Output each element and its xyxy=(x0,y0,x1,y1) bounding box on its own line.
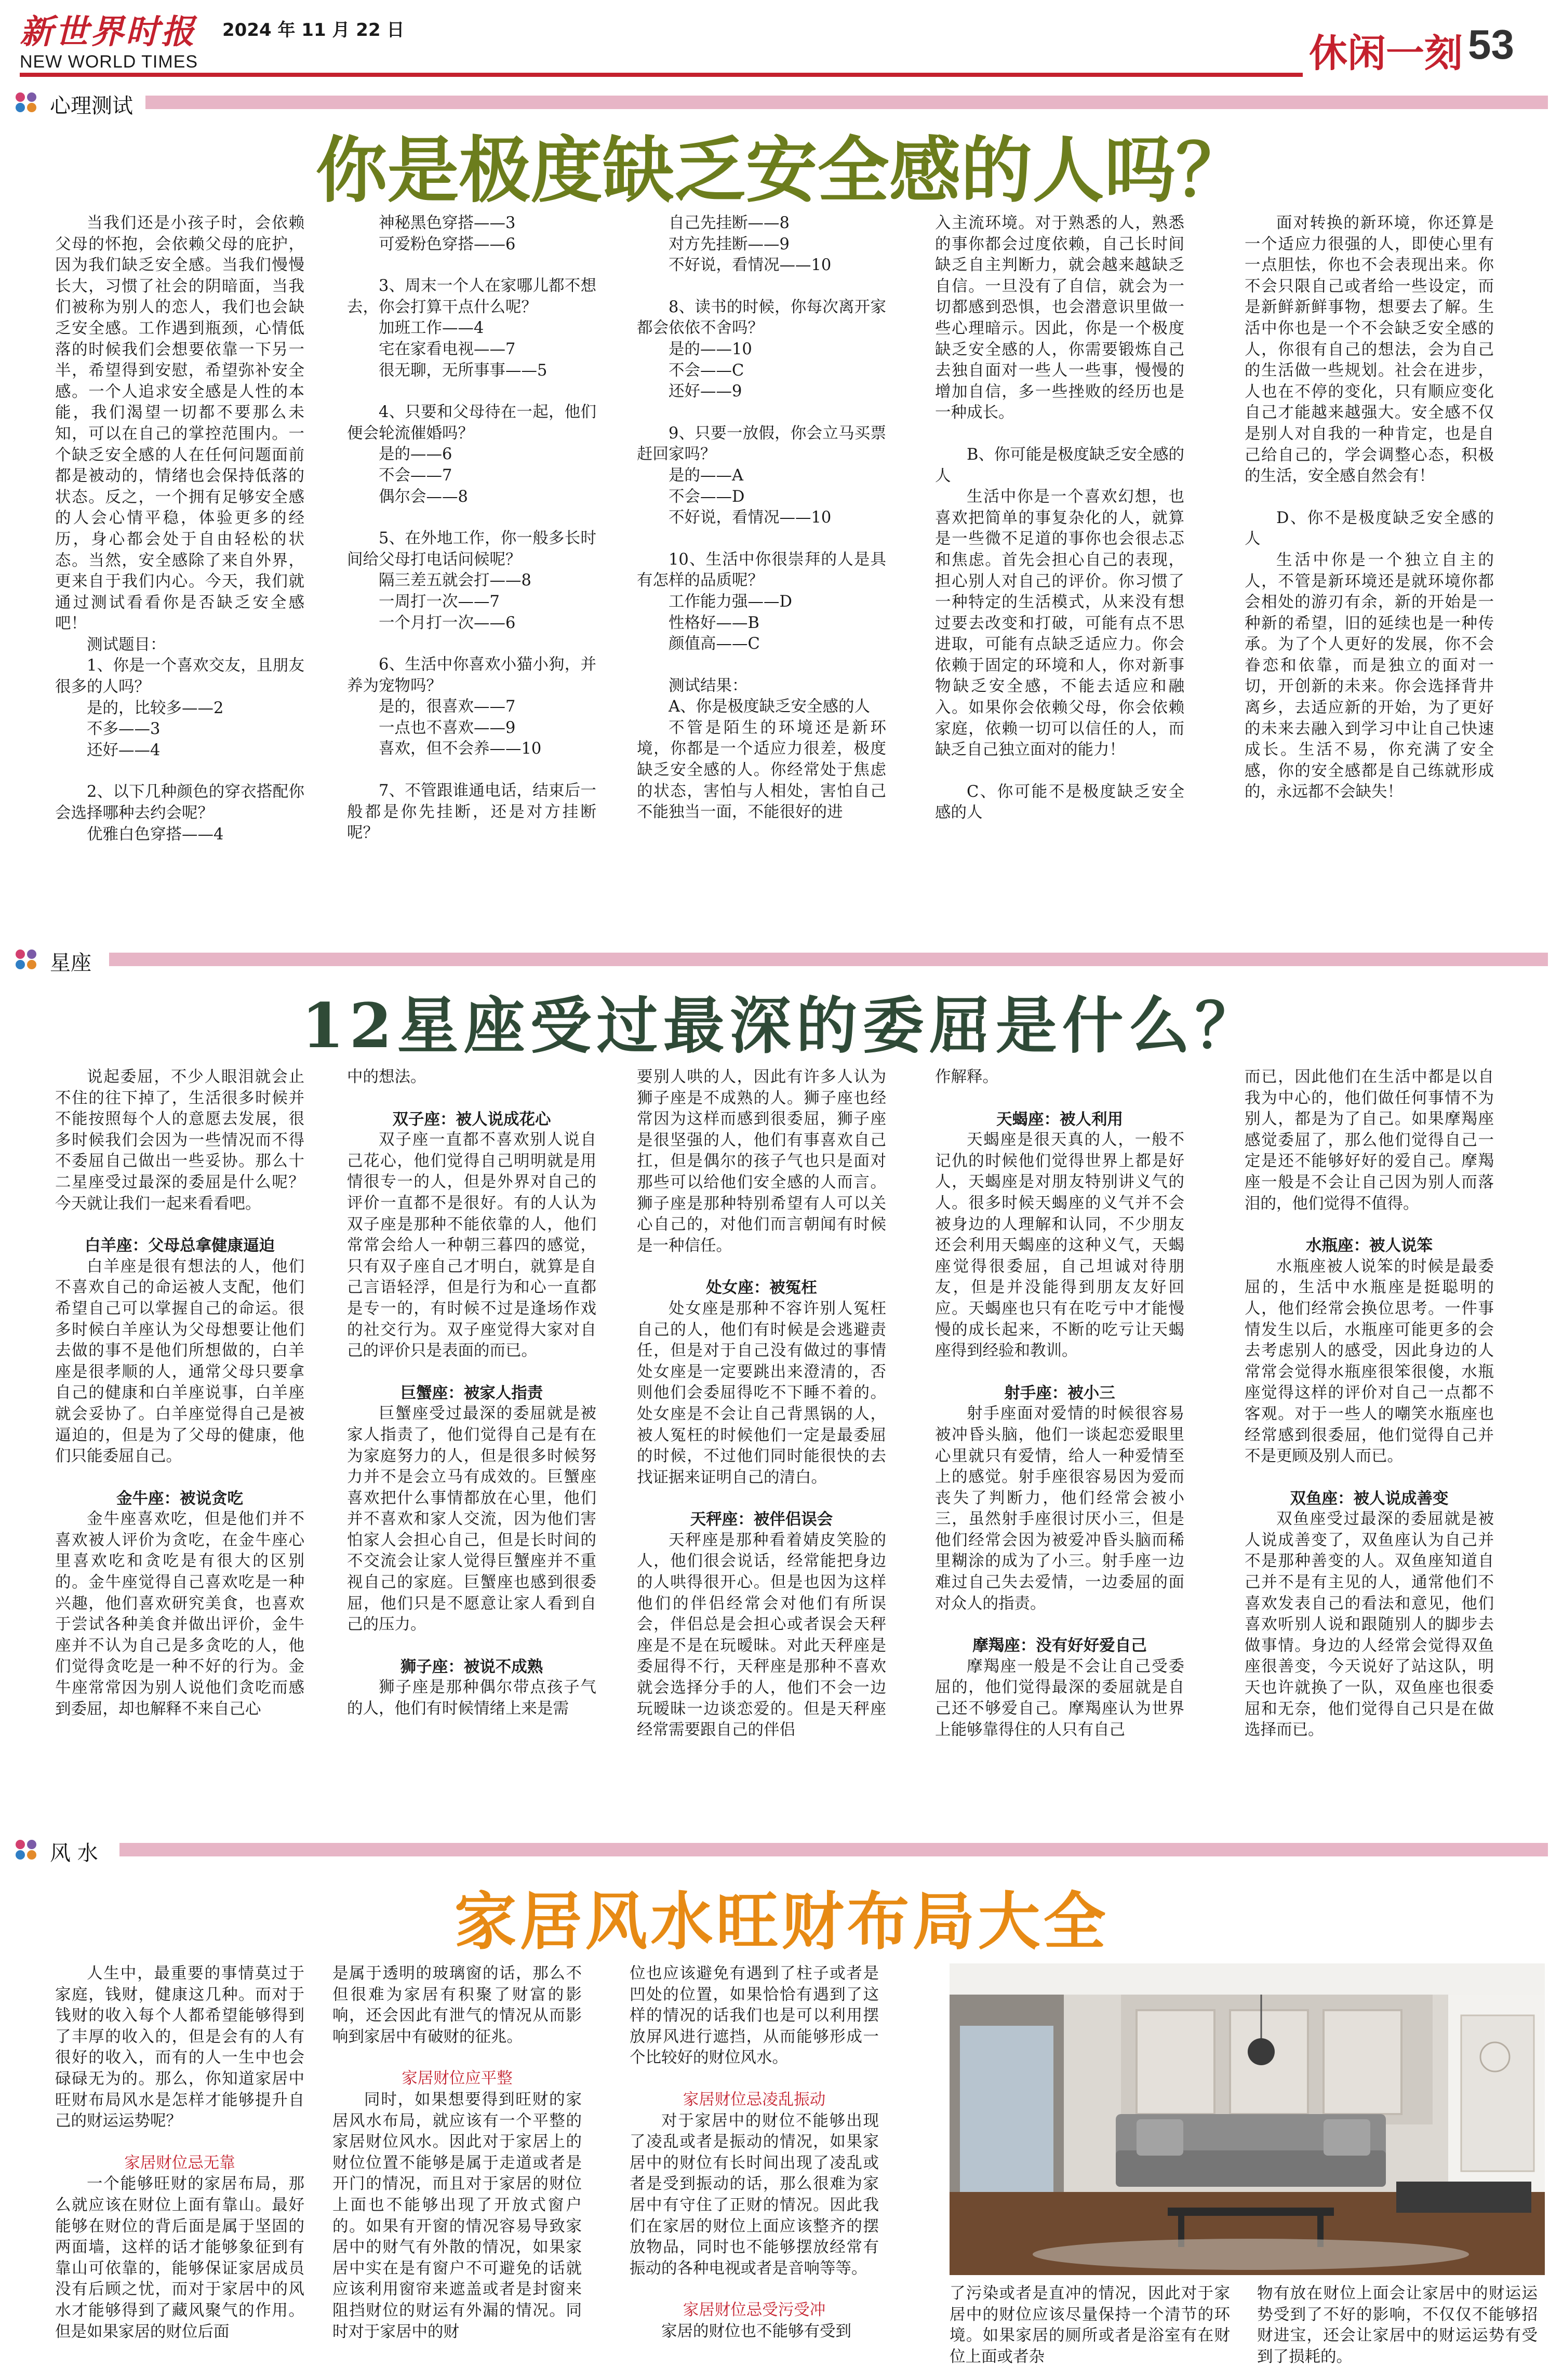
article1-column-3: 自己先挂断——8 对方先挂断——9 不好说，看情况——10 8、读书的时候，你每次离开家都会依依不舍吗？ 是的——10 不会——C 还好——9 9、只要一放假，你会立马买票赶回家吗？ 是的——A 不会——D 不好说，看情况——10 10、生活中你很崇拜的人是具有怎样的品质呢？ 工作能力强——D 性格好——B 颜值高——C 测试结果： A、你是极度缺乏安全感的人 不管是陌生的环境还是新环境，你都是一个适应力很差，极度缺乏安全感的人。你经常处于焦虑的状态，害怕与人相处，害怕自己不能独当一面，不能很好的进 xyxy=(637,214,886,822)
article2-column-1: 说起委屈，不少人眼泪就会止不住的往下掉了，生活很多时候并不能按照每个人的意愿去发展，很多时候我们会因为一些情况而不得不委屈自己做出一些妥协。那么十二星座受过最深的委屈是什么呢？今天就让我们一起来看看吧。 白羊座：父母总拿健康逼迫 白羊座是很有想法的人，他们不喜欢自己的命运被人支配，他们希望自己可以掌握自己的命运。很多时候白羊座认为父母想要让他们去做的事不是他们所想做的，白羊座是很孝顺的人，通常父母只要拿自己的健康和白羊座说事，白羊座就会妥协了。白羊座觉得自己是被逼迫的，但是为了父母的健康，他们只能委屈自己。 金牛座：被说贪吃 金牛座喜欢吃，但是他们并不喜欢被人评价为贪吃，在金牛座心里喜欢吃和贪吃是有很大的区别的。金牛座觉得自己喜欢吃是一种兴趣，他们喜欢研究美食，也喜欢于尝试各种美食并做出评价，金牛座并不认为自己是多贪吃的人，他们觉得贪吃是一种不好的行为。金牛座常常因为别人说他们贪吃而感到委屈，却也解释不来自己心 xyxy=(55,1068,304,1718)
issue-date: 2024 年 11 月 22 日 xyxy=(222,20,405,41)
living-room-photo xyxy=(950,1963,1545,2275)
section-bar-horoscope xyxy=(16,944,1548,973)
section-label: 心理测试 xyxy=(50,89,140,119)
section-label: 星座 xyxy=(50,946,99,976)
section-divider xyxy=(109,953,1548,966)
article1-column-5: 面对转换的新环境，你还算是一个适应力很强的人，即使心里有一点胆怯，你也不会表现出来。你不会只限自己或者给一些设定，而是新鲜新鲜事物，想要去了解。生活中你也是一个不会缺乏安全感的人，你很有自己的想法，会为自己的生活做一些规划。社会在进步，人也在不停的变化，只有顺应变化自己才能越来越强大。安全感不仅是别人对自我的一种肯定，也是自己给自己的，学会调整心态，积极的生活，安全感自然会有！ D、你不是极度缺乏安全感的人 生活中你是一个独立自主的人，不管是新环境还是就环境你都会相处的游刃有余，新的开始是一种新的希望，旧的延续也是一种传承。为了个人更好的发展，你不会眷恋和依靠，而是独立的面对一切，开创新的未来。你会选择背井离乡，去适应新的开始，为了更好的未来去融入到学习中让自己快速成长。生活不易，你充满了安全感，你的安全感都是自己练就形成的，永远都不会缺失！ xyxy=(1245,214,1494,801)
article1-column-1: 当我们还是小孩子时，会依赖父母的怀抱，会依赖父母的庇护，因为我们缺乏安全感。当我们慢慢长大，习惯了社会的阴暗面，当我们被称为别人的恋人，我们也会缺乏安全感。工作遇到瓶颈，心情低落的时候我们会想要依靠一下另一半，希望得到安慰，希望弥补安全感。一个人追求安全感是人性的本能，我们渴望一切都不要那么未知，可以在自己的掌控范围内。一个缺乏安全感的人在任何问题面前都是被动的，情绪也会保持低落的状态。反之，一个拥有足够安全感的人会心情平稳，体验更多的经历，身心都会处于自由轻松的状态。当然，安全感除了来自外界，更来自于我们内心。今天，我们就通过测试看看你是否缺乏安全感吧！ 测试题目： 1、你是一个喜欢交友，且朋友很多的人吗？ 是的，比较多——2 不多——3 还好——4 2、以下几种颜色的穿衣搭配你会选择哪种去约会呢？ 优雅白色穿搭——4 xyxy=(55,214,304,844)
headline-horoscope: 12星座受过最深的委屈是什么？ xyxy=(301,990,1262,1062)
article2-column-2: 中的想法。 双子座：被人说成花心 双子座一直都不喜欢别人说自己花心，他们觉得自己明明就是用情很专一的人，但是外界对自己的评价一直都不是很好。有的人认为双子座是那种不能依靠的人，他们常常会给人一种朝三暮四的感觉，只有双子座自己才明白，就算是自己言语轻浮，但是行为和心一直都是专一的，有时候不过是逢场作戏的社交行为。双子座觉得大家对自己的评价只是表面的而已。 巨蟹座：被家人指责 巨蟹座受过最深的委屈就是被家人指责了，他们觉得自己是有在为家庭努力的人，但是很多时候努力并不是会立马有成效的。巨蟹座喜欢把什么事情都放在心里，他们并不喜欢和家人交流，因为他们害怕家人会担心自己，但是长时间的不交流会让家人觉得巨蟹座并不重视自己的家庭。巨蟹座也感到很委屈，他们只是不愿意让家人看到自己的压力。 狮子座：被说不成熟 狮子座是那种偶尔带点孩子气的人，他们有时候情绪上来是需 xyxy=(347,1068,596,1718)
page-number: 53 xyxy=(1468,21,1514,68)
section-divider xyxy=(119,1843,1548,1856)
article3-column-4: 了污染或者是直冲的情况，因此对于家居中的财位应该尽量保持一个清节的环境。如果家居的厕所或者是浴室有在财位上面或者杂 xyxy=(950,2284,1230,2366)
flower-dots-icon xyxy=(16,1840,43,1861)
article2-column-3: 要别人哄的人，因此有许多人认为狮子座是不成熟的人。狮子座也经常因为这样而感到很委屈，狮子座是很坚强的人，他们有事喜欢自己扛，但是偶尔的孩子气也只是面对那些可以给他们安全感的人而言。狮子座是那种特别希望有人可以关心自己的，对他们而言朝闻有时候是一种信任。 处女座：被冤枉 处女座是那种不容许别人冤枉自己的人，他们有时候是会逃避责任，但是对于自己没有做过的事情处女座是一定要跳出来澄清的，否则他们会委屈得吃不下睡不着的。处女座是不会让自己背黑锅的人，被人冤枉的时候他们一定是最委屈的时候，不过他们同时能很快的去找证据来证明自己的清白。 天秤座：被伴侣误会 天秤座是那种看着婧皮笑脸的人，他们很会说话，经常能把身边的人哄得很开心。但是也因为这样他们的伴侣经常会对他们有所误会，伴侣总是会担心或者误会天秤座是不是在玩暧昧。对此天秤座是委屈得不行，天秤座是那种不喜欢就会选择分手的人，他们不会一边玩暧昧一边谈恋爱的。但是天秤座经常需要跟自己的伴侣 xyxy=(637,1068,886,1740)
section-bar-fengshui xyxy=(16,1835,1548,1864)
section-bar-psych-test xyxy=(16,87,1548,116)
article1-column-2: 神秘黑色穿搭——3 可爱粉色穿搭——6 3、周末一个人在家哪儿都不想去，你会打算干点什么呢？ 加班工作——4 宅在家看电视——7 很无聊，无所事事——5 4、只要和父母待在一起，他们便会轮流催婚吗？ 是的——6 不会——7 偶尔会——8 5、在外地工作，你一般多长时间给父母打电话问候呢？ 隔三差五就会打——8 一周打一次——7 一个月打一次——6 6、生活中你喜欢小猫小狗，并养为宠物吗？ 是的，很喜欢——7 一点也不喜欢——9 喜欢，但不会养——10 7、不管跟谁通电话，结束后一般都是你先挂断，还是对方挂断呢？ xyxy=(347,214,596,843)
article3-column-5: 物有放在财位上面会让家居中的财运运势受到了不好的影响，不仅仅不能够招财进宝，还会让家居中的财运运势有受到了损耗的。 xyxy=(1257,2284,1538,2366)
article3-column-1: 人生中，最重要的事情莫过于家庭，钱财，健康这几种。而对于钱财的收入每个人都希望能够得到了丰厚的收入的，但是会有的人有很好的收入，而有的人一生中也会碌碌无为的。那么，你知道家居中旺财布局风水是怎样才能够提升自己的财运运势呢？ 家居财位忌无靠 一个能够旺财的家居布局，那么就应该在财位上面有靠山。最好能够在财位的背后面是属于坚固的两面墙，这样的话才能够象征到有靠山可依靠的，能够保证家居成员没有后顾之忧，而对于家居中的风水才能够得到了藏风聚气的作用。但是如果家居的财位后面 xyxy=(55,1964,304,2341)
newspaper-logo: 新世界时报 xyxy=(20,12,196,51)
masthead-rule xyxy=(20,73,1303,77)
page-section-tag: 休闲一刻 xyxy=(1309,31,1463,76)
section-divider xyxy=(145,96,1548,109)
article3-column-3: 位也应该避免有遇到了柱子或者是凹处的位置，如果恰恰有遇到了这样的情况的话我们也是可以利用摆放屏风进行遮挡，从而能够形成一个比较好的财位风水。 家居财位忌凌乱振动 对于家居中的财位不能够出现了凌乱或者是振动的情况，如果家居中的财位有长时间出现了凌乱或者是受到振动的话，那么很难为家居中有守住了正财的情况。因此我们在家居的财位上面应该整齐的摆放物品，同时也不能够摆放经常有振动的各种电视或者是音响等等。 家居财位忌受污受冲 家居的财位也不能够有受到 xyxy=(630,1964,879,2341)
article2-column-5: 而已，因此他们在生活中都是以自我为中心的，他们做任何事情不为别人，都是为了自己。如果摩羯座感觉委屈了，那么他们觉得自己一定是还不能够好好的爱自己。摩羯座一般是不会让自己因为别人而落泪的，他们觉得不值得。 水瓶座：被人说笨 水瓶座被人说笨的时候是最委屈的，生活中水瓶座是挺聪明的人，他们经常会换位思考。一件事情发生以后，水瓶座可能更多的会去考虑别人的感受，因此身边的人常常会觉得水瓶座很笨很傻，水瓶座觉得这样的评价对自己一点都不客观。对于一些人的嘲笑水瓶座也经常感到很委屈，他们觉得自己并不是更顾及别人而已。 双鱼座：被人说成善变 双鱼座受过最深的委屈就是被人说成善变了，双鱼座认为自己并不是那种善变的人。双鱼座知道自己并不是有主见的人，通常他们不喜欢发表自己的看法和意见，他们喜欢听别人说和跟随别人的脚步去做事情。身边的人经常会觉得双鱼座很善变，今天说好了站这队，明天也许就换了一队，双鱼座也很委屈和无奈，他们觉得自己只是在做选择而已。 xyxy=(1245,1068,1494,1740)
headline-psych-test: 你是极度缺乏安全感的人吗？ xyxy=(315,128,1248,212)
headline-fengshui: 家居风水旺财布局大全 xyxy=(454,1886,1109,1958)
flower-dots-icon xyxy=(16,950,43,970)
section-label: 风 水 xyxy=(50,1837,105,1866)
article1-column-4: 入主流环境。对于熟悉的人，熟悉的事你都会过度依赖，自己长时间缺乏自主判断力，就会越来越缺乏自信。一旦没有了自信，就会为一切都感到恐惧，也会潜意识里做一些心理暗示。因此，你是一个极度缺乏安全感的人，你需要锻炼自己去独自面对一些人一些事，慢慢的增加自信，多一些挫败的经历也是一种成长。 B、你可能是极度缺乏安全感的人 生活中你是一个喜欢幻想，也喜欢把简单的事复杂化的人，就算是一些微不足道的事你也会很忐忑和焦虑。首先会担心自己的表现，担心别人对自己的评价。你习惯了一种特定的生活模式，从来没有想过要去改变和打破，可能有点不思进取，可能有点缺乏适应力。你会依赖于固定的环境和人，你对新事物缺乏安全感，不能去适应和融入。如果你会依赖父母，你会依赖家庭，依赖一切可以信任的人，而缺乏自己独立面对的能力！ C、你可能不是极度缺乏安全感的人 xyxy=(935,214,1184,822)
newspaper-english-name: NEW WORLD TIMES xyxy=(20,52,198,72)
flower-dots-icon xyxy=(16,92,43,113)
article3-column-2: 是属于透明的玻璃窗的话，那么不但很难为家居有积聚了财富的影响，还会因此有泄气的情况从而影响到家居中有破财的征兆。 家居财位应平整 同时，如果想要得到旺财的家居风水布局，就应该有一个平整的家居财位风水。因此对于家居上的财位位置不能够是属于走道或者是开门的情况，而且对于家居的财位上面也不能够出现了开放式窗户的。如果有开窗的情况容易导致家居中的财气有外散的情况，如果家居中实在是有窗户不可避免的话就应该利用窗帘来遮盖或者是封窗来阻挡财位的财运有外漏的情况。同时对于家居中的财 xyxy=(332,1964,582,2341)
article2-column-4: 作解释。 天蝎座：被人利用 天蝎座是很天真的人，一般不记仇的时候他们觉得世界上都是好人，天蝎座是对朋友特别讲义气的人。很多时候天蝎座的义气并不会被身边的人理解和认同，不少朋友还会利用天蝎座的这种义气，天蝎座觉得很委屈，自己坦诚对待朋友，但是并没能得到朋友友好回应。天蝎座也只有在吃亏中才能慢慢的成长起来，不断的吃亏让天蝎座得到经验和教训。 射手座：被小三 射手座面对爱情的时候很容易被冲昏头脑，他们一谈起恋爱眼里心里就只有爱情，给人一种爱情至上的感觉。射手座很容易因为爱而丧失了判断力，他们经常会被小三，虽然射手座很讨厌小三，但是他们经常会因为被爱冲昏头脑而稀里糊涂的成为了小三。射手座一边难过自己失去爱情，一边委屈的面对众人的指责。 摩羯座：没有好好爱自己 摩羯座一般是不会让自己受委屈的，他们觉得最深的委屈就是自己还不够爱自己。摩羯座认为世界上能够靠得住的人只有自己 xyxy=(935,1068,1184,1739)
